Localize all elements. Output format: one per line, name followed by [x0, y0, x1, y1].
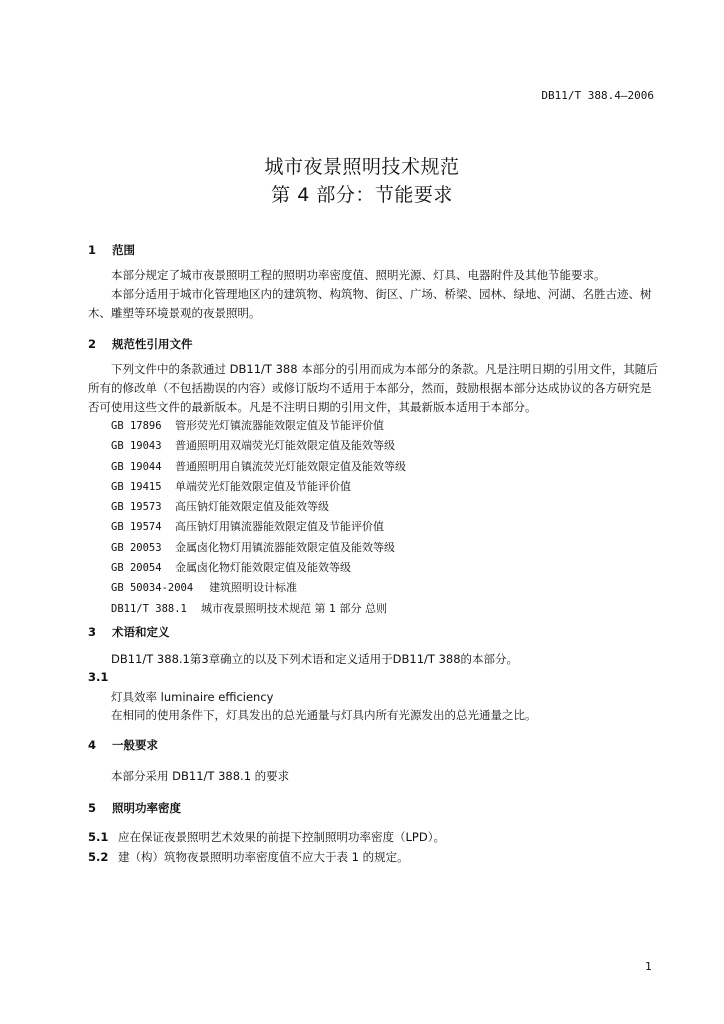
reference-code: GB 19044 — [111, 460, 162, 473]
document-code: DB11/T 388.4—2006 — [541, 89, 654, 102]
section-1-heading — [88, 242, 135, 258]
paragraph: 本部分规定了城市夜景照明工程的照明功率密度值、照明光源、灯具、电器附件及其他节能要求。 — [111, 268, 606, 282]
reference-item — [111, 558, 406, 578]
clause-5-2 — [88, 849, 409, 865]
section-2-heading — [88, 336, 193, 352]
reference-item — [111, 497, 406, 517]
section-title: 照明功率密度 — [112, 801, 182, 815]
reference-code: GB 17896 — [111, 420, 162, 432]
clause-text: 应在保证夜景照明艺术效果的前提下控制照明功率密度（LPD）。 — [118, 830, 445, 844]
reference-title: 高压钠灯能效限定值及能效等级 — [175, 500, 329, 514]
reference-code: DB11/T 388.1 — [111, 602, 187, 615]
page-number: 1 — [645, 960, 652, 973]
reference-item — [111, 477, 406, 497]
reference-code: GB 19573 — [111, 501, 162, 514]
reference-title: 管形荧光灯镇流器能效限定值及节能评价值 — [175, 419, 384, 432]
reference-title: 城市夜景照明技术规范 第 1 部分 总则 — [201, 601, 387, 615]
paragraph: 下列文件中的条款通过 DB11/T 388 本部分的引用而成为本部分的条款。凡是注明日期的引用文件，其随后所有的修改单（不包括勘误的内容）或修订版均不适用于本部分，然而，鼓励根据本部分达成协议的各方研究是否可使用这些文件的最新版本。凡是不注明日期的引用文件，其最新版本适用于本部分。 — [88, 362, 658, 414]
section-number: 5 — [88, 801, 97, 815]
reference-item — [111, 436, 406, 456]
reference-title: 金属卤化物灯用镇流器能效限定值及能效等级 — [175, 540, 395, 554]
section-title: 术语和定义 — [112, 625, 170, 639]
section-title: 规范性引用文件 — [112, 337, 193, 351]
reference-item — [111, 517, 406, 537]
section-3-intro: DB11/T 388.1第3章确立的以及下列术语和定义适用于DB11/T 388的本部分。 — [111, 652, 519, 666]
section-title: 范围 — [112, 243, 136, 257]
reference-code: GB 50034-2004 — [111, 582, 194, 595]
reference-title: 单端荧光灯能效限定值及节能评价值 — [175, 479, 351, 493]
reference-item — [111, 416, 406, 436]
reference-code: GB 19574 — [111, 521, 162, 534]
section-number: 4 — [88, 738, 97, 752]
paragraph: 本部分适用于城市化管理地区内的建筑物、构筑物、街区、广场、桥梁、园林、绿地、河湖、名胜古迹、树木、雕塑等环境景观的夜景照明。 — [88, 287, 652, 320]
clause-text: 建（构）筑物夜景照明功率密度值不应大于表 1 的规定。 — [118, 850, 409, 864]
reference-title: 普通照明用双端荧光灯能效限定值及能效等级 — [175, 439, 395, 453]
reference-title: 建筑照明设计标准 — [209, 581, 297, 595]
subclause-number: 3.1 — [88, 670, 109, 684]
term-heading: 灯具效率 luminaire efficiency — [111, 690, 274, 704]
reference-title: 金属卤化物灯能效限定值及能效等级 — [175, 561, 351, 575]
section-4-text: 本部分采用 DB11/T 388.1 的要求 — [111, 769, 290, 783]
document-subtitle: 第 4 部分：节能要求 — [271, 184, 453, 206]
reference-code: GB 19415 — [111, 480, 162, 493]
clause-number: 5.2 — [88, 850, 109, 864]
section-number: 3 — [88, 625, 97, 639]
reference-title: 高压钠灯用镇流器能效限定值及节能评价值 — [175, 520, 384, 534]
section-number: 2 — [88, 337, 97, 351]
clause-number: 5.1 — [88, 830, 109, 844]
document-title: 城市夜景照明技术规范 — [264, 156, 460, 178]
clause-5-1 — [88, 829, 445, 845]
normative-references-list — [111, 416, 406, 619]
section-3-heading — [88, 624, 170, 640]
reference-item — [111, 538, 406, 558]
reference-code: GB 20053 — [111, 541, 162, 554]
reference-item — [111, 457, 406, 477]
section-1-body — [88, 266, 658, 323]
section-2-body — [88, 360, 658, 417]
reference-item — [111, 599, 406, 619]
section-5-heading — [88, 800, 181, 816]
section-number: 1 — [88, 243, 97, 257]
term-definition: 在相同的使用条件下，灯具发出的总光通量与灯具内所有光源发出的总光通量之比。 — [111, 708, 537, 722]
section-title: 一般要求 — [112, 738, 159, 752]
section-4-heading — [88, 737, 158, 753]
reference-code: GB 19043 — [111, 440, 162, 453]
reference-code: GB 20054 — [111, 562, 162, 575]
reference-title: 普通照明用自镇流荧光灯能效限定值及能效等级 — [175, 459, 406, 473]
reference-item — [111, 578, 406, 598]
